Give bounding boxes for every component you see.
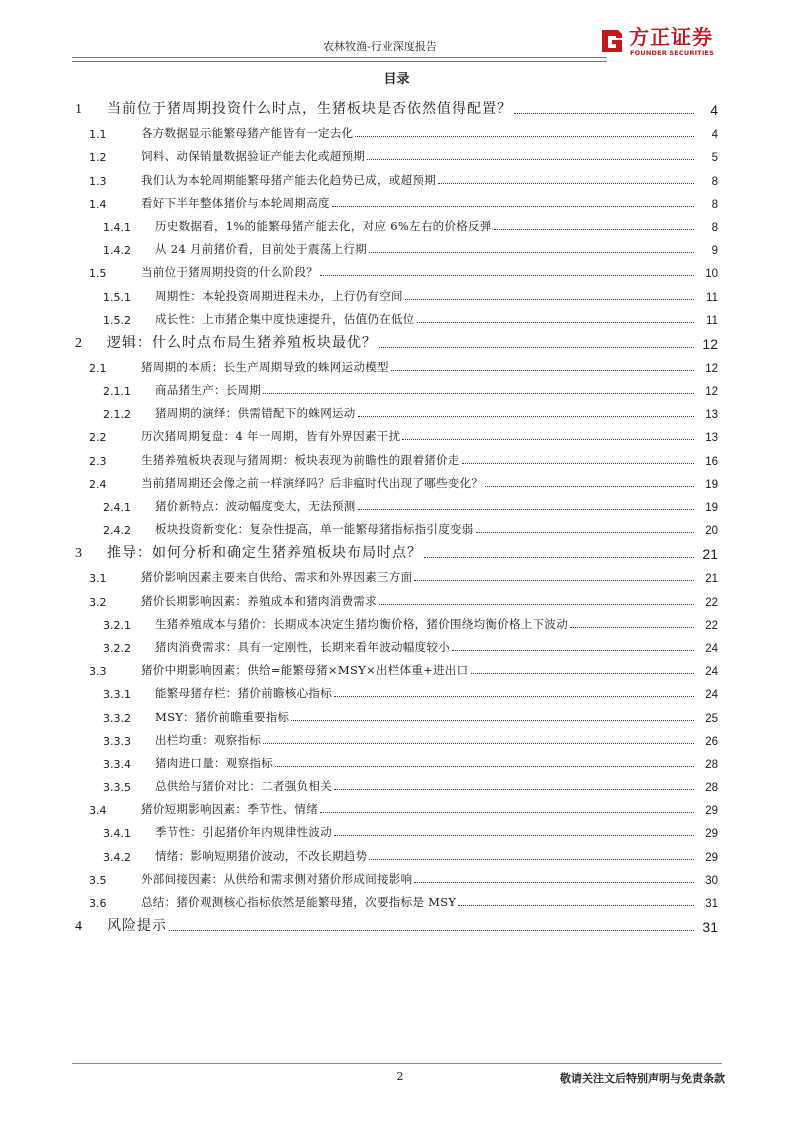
toc-entry[interactable] <box>73 748 718 771</box>
toc-entry-number: 1.1 <box>89 128 107 142</box>
toc-entry[interactable] <box>73 468 718 491</box>
toc-entry-number: 2.4 <box>89 477 107 491</box>
toc-entry-page[interactable]: 29 <box>705 851 718 864</box>
toc-dot-leader <box>391 370 694 371</box>
toc-entry[interactable] <box>73 118 718 141</box>
toc-entry[interactable] <box>73 864 718 887</box>
toc-entry[interactable] <box>73 211 718 234</box>
toc-entry-number: 2.3 <box>89 454 107 468</box>
toc-entry-title[interactable]: 生猪养殖板块表现与猪周期：板块表现为前瞻性的跟着猪价走 <box>141 452 460 467</box>
page-number: 2 <box>396 1070 404 1083</box>
toc-dot-leader <box>358 509 694 510</box>
toc-entry-number: 1 <box>75 102 82 117</box>
toc-entry-title[interactable]: 我们认为本轮周期能繁母猪产能去化趋势已成，或超预期 <box>141 172 436 187</box>
toc-dot-leader <box>570 627 694 628</box>
toc-entry-title[interactable]: 周期性：本轮投资周期进程未办，上行仍有空间 <box>155 288 403 303</box>
toc-entry-page[interactable]: 21 <box>702 546 718 563</box>
toc-entry-number: 3.3.5 <box>103 781 131 795</box>
toc-entry[interactable] <box>73 537 718 562</box>
toc-dot-leader <box>369 252 694 253</box>
toc-dot-leader <box>320 275 694 276</box>
toc-entry[interactable] <box>73 327 718 352</box>
toc-dot-leader <box>471 673 695 674</box>
toc-entry-title[interactable]: 总结：猪价观测核心指标依然是能繁母猪，次要指标是 MSY <box>141 895 457 909</box>
header-divider <box>72 57 607 58</box>
toc-dot-leader <box>367 159 694 160</box>
toc-entry-title[interactable]: 当前猪周期还会像之前一样演绎吗？后非瘟时代出现了哪些变化？ <box>141 475 484 490</box>
toc-entry-number: 3.1 <box>89 572 107 586</box>
toc-dot-leader <box>332 206 694 207</box>
toc-entry[interactable] <box>73 93 718 118</box>
toc-entry-title[interactable]: 猪价新特点：波动幅度变大，无法预测 <box>155 499 356 513</box>
founder-securities-logo <box>598 24 728 60</box>
toc-dot-leader <box>169 930 694 931</box>
toc-entry-number: 3.3.3 <box>103 734 131 748</box>
toc-entry-number: 3.2.1 <box>103 618 131 632</box>
toc-entry-page[interactable]: 16 <box>705 455 718 468</box>
toc-entry[interactable] <box>73 562 718 585</box>
toc-entry-number: 2.1.2 <box>103 408 131 422</box>
toc-entry[interactable] <box>73 701 718 724</box>
toc-entry-number: 2 <box>75 335 82 351</box>
toc-entry-page[interactable]: 29 <box>705 805 718 818</box>
toc-dot-leader <box>355 136 694 137</box>
toc-entry-page[interactable]: 28 <box>705 758 718 771</box>
toc-entry[interactable] <box>73 164 718 187</box>
toc-entry-page[interactable]: 11 <box>706 314 718 327</box>
toc-entry-number: 3.3.2 <box>103 711 131 725</box>
toc-entry[interactable] <box>73 678 718 701</box>
toc-entry-title[interactable]: 猪肉消费需求：具有一定刚性，长期来看年波动幅度较小 <box>155 639 450 654</box>
toc-dot-leader <box>291 720 694 721</box>
toc-dot-leader <box>476 532 694 533</box>
toc-dot-leader <box>263 393 694 394</box>
toc-entry-number: 3.2.2 <box>103 641 131 655</box>
toc-entry-title[interactable]: 猪肉进口量：观察指标 <box>155 755 273 770</box>
toc-entry-title[interactable]: MSY：猪价前瞻重要指标 <box>155 709 290 724</box>
toc-entry[interactable] <box>73 794 718 817</box>
toc-entry-number: 3.4.2 <box>103 850 131 864</box>
toc-dot-leader <box>379 347 694 348</box>
toc-entry-page[interactable]: 22 <box>705 619 718 632</box>
toc-dot-leader <box>458 905 694 906</box>
toc-entry-number: 2.1.1 <box>103 385 131 399</box>
toc-entry-page[interactable]: 26 <box>705 735 718 748</box>
toc-entry-title[interactable]: 出栏均重：观察指标 <box>155 732 262 747</box>
toc-entry-number: 1.4.1 <box>103 220 131 234</box>
toc-entry-title[interactable]: 商品猪生产：长周期 <box>155 383 262 398</box>
toc-dot-leader <box>514 113 694 114</box>
toc-entry[interactable] <box>73 725 718 748</box>
toc-entry-page[interactable]: 8 <box>711 221 718 234</box>
toc-entry-number: 3 <box>75 546 82 562</box>
toc-entry-title[interactable]: 风险提示 <box>107 918 167 934</box>
toc-entry[interactable] <box>73 398 718 421</box>
toc-entry-title[interactable]: 猪价短期影响因素：季节性、情绪 <box>141 802 318 817</box>
logo-chinese-name: 方正证券 <box>629 25 713 49</box>
toc-dot-leader <box>494 229 694 230</box>
toc-entry[interactable] <box>73 632 718 655</box>
toc-entry-title[interactable]: 各方数据显示能繁母猪产能皆有一定去化 <box>141 126 354 141</box>
toc-entry[interactable] <box>73 421 718 444</box>
toc-entry-page[interactable]: 19 <box>705 502 718 514</box>
toc-entry[interactable] <box>73 887 718 910</box>
report-title: 农林牧渔-行业深度报告 <box>323 40 437 53</box>
toc-entry-page[interactable]: 8 <box>711 175 718 188</box>
toc-entry[interactable] <box>73 514 718 537</box>
toc-entry[interactable] <box>73 141 718 164</box>
toc-entry-page[interactable]: 5 <box>711 152 718 165</box>
toc-entry-title[interactable]: 历史数据看，1%的能繁母猪产能去化，对应 6%左右的价格反弹 <box>155 218 492 233</box>
toc-entry[interactable] <box>73 280 718 303</box>
toc-dot-leader <box>263 743 694 744</box>
toc-entry-page[interactable]: 12 <box>705 362 718 375</box>
toc-entry-number: 3.3.1 <box>103 688 131 702</box>
toc-entry-title[interactable]: 饲料、动保销量数据验证产能去化或超预期 <box>141 149 366 164</box>
toc-entry-title[interactable]: 看好下半年整体猪价与本轮周期高度 <box>141 195 330 210</box>
toc-dot-leader <box>320 812 694 813</box>
toc-entry-number: 2.2 <box>89 431 107 445</box>
toc-entry[interactable] <box>73 352 718 375</box>
table-of-contents <box>73 93 718 935</box>
logo-english-name: FOUNDER SECURITIES <box>630 49 714 57</box>
toc-entry-page[interactable]: 9 <box>711 245 718 258</box>
toc-entry-title[interactable]: 猪价中期影响因素：供给=能繁母猪×MSY×出栏体重+进出口 <box>141 663 469 678</box>
toc-dot-leader <box>334 835 694 836</box>
footer-divider <box>72 1063 722 1064</box>
toc-entry[interactable] <box>73 817 718 840</box>
toc-dot-leader <box>485 486 694 487</box>
toc-entry-page[interactable]: 11 <box>706 291 718 304</box>
toc-entry-title[interactable]: 当前位于猪周期投资什么时点，生猪板块是否依然值得配置？ <box>107 101 512 117</box>
toc-dot-leader <box>334 696 694 697</box>
toc-dot-leader <box>402 439 694 440</box>
toc-entry-title[interactable]: 从 24 月前猪价看，目前处于震荡上行期 <box>155 242 367 257</box>
toc-dot-leader <box>438 183 694 184</box>
header-divider-secondary <box>72 61 607 62</box>
toc-entry[interactable] <box>73 188 718 211</box>
toc-entry-number: 1.2 <box>89 151 107 165</box>
toc-entry-page[interactable]: 10 <box>705 268 718 281</box>
toc-entry-title[interactable]: 成长性：上市猪企集中度快速提升，估值仍在低位 <box>155 311 415 326</box>
toc-entry-page[interactable]: 8 <box>711 198 718 211</box>
toc-entry-page[interactable]: 19 <box>705 478 718 491</box>
toc-entry[interactable] <box>73 771 718 794</box>
toc-entry[interactable] <box>73 491 718 514</box>
toc-dot-leader <box>405 299 694 300</box>
toc-entry-page[interactable]: 24 <box>705 666 718 679</box>
founder-logo-icon <box>600 26 624 56</box>
toc-dot-leader <box>414 580 694 581</box>
toc-entry-number: 1.3 <box>89 174 107 188</box>
toc-entry[interactable] <box>73 444 718 467</box>
toc-entry-number: 2.4.2 <box>103 524 131 538</box>
toc-entry-number: 3.4 <box>89 804 107 818</box>
toc-entry-page[interactable]: 25 <box>705 712 718 725</box>
disclaimer-note: 敬请关注文后特别声明与免责条款 <box>560 1072 725 1085</box>
toc-dot-leader <box>417 322 694 323</box>
toc-entry-title[interactable]: 板块投资新变化：复杂性提高，单一能繁母猪指标指引度变弱 <box>155 522 474 537</box>
toc-entry-page[interactable]: 12 <box>702 335 718 352</box>
toc-entry[interactable] <box>73 655 718 678</box>
toc-entry-page[interactable]: 31 <box>702 919 718 935</box>
toc-entry-title[interactable]: 季节性：引起猪价年内规律性波动 <box>155 825 332 840</box>
toc-entry-number: 3.4.1 <box>103 827 131 841</box>
toc-entry-page[interactable]: 22 <box>705 596 718 609</box>
toc-entry-title[interactable]: 历次猪周期复盘：4 年一周期，皆有外界因素干扰 <box>141 429 401 444</box>
toc-entry-page[interactable]: 4 <box>710 102 718 118</box>
toc-entry-title[interactable]: 推导：如何分析和确定生猪养殖板块布局时点？ <box>107 545 422 562</box>
toc-entry-page[interactable]: 31 <box>705 898 718 910</box>
toc-entry-page[interactable]: 13 <box>705 409 718 422</box>
toc-entry-number: 3.6 <box>89 897 107 910</box>
toc-entry-page[interactable]: 13 <box>705 432 718 445</box>
toc-entry-page[interactable]: 12 <box>705 386 718 399</box>
toc-entry-number: 2.1 <box>89 361 107 375</box>
toc-entry-page[interactable]: 24 <box>705 642 718 655</box>
toc-entry[interactable] <box>73 609 718 632</box>
toc-entry[interactable] <box>73 910 718 935</box>
toc-entry-page[interactable]: 4 <box>711 129 718 142</box>
toc-entry[interactable] <box>73 257 718 280</box>
toc-entry-number: 1.5.1 <box>103 290 131 304</box>
toc-entry-title[interactable]: 猪周期的演绎：供需错配下的蛛网运动 <box>155 406 356 421</box>
toc-entry-number: 3.3 <box>89 665 107 679</box>
toc-dot-leader <box>358 416 694 417</box>
toc-entry-title[interactable]: 当前位于猪周期投资的什么阶段？ <box>141 265 318 280</box>
toc-dot-leader <box>424 557 694 558</box>
toc-entry-number: 2.4.1 <box>103 501 131 514</box>
toc-dot-leader <box>275 766 694 767</box>
toc-dot-leader <box>462 463 694 464</box>
toc-entry[interactable] <box>73 585 718 608</box>
toc-dot-leader <box>452 650 694 651</box>
toc-entry-page[interactable]: 28 <box>705 782 718 795</box>
toc-entry-number: 1.4.2 <box>103 244 131 258</box>
toc-heading: 目录 <box>383 72 410 87</box>
toc-entry-number: 1.5.2 <box>103 313 131 327</box>
toc-entry-page[interactable]: 21 <box>705 573 718 586</box>
toc-dot-leader <box>369 859 694 860</box>
toc-entry-title[interactable]: 猪价长期影响因素：养殖成本和猪肉消费需求 <box>141 593 377 608</box>
toc-entry-title[interactable]: 外部间接因素：从供给和需求侧对猪价形成间接影响 <box>141 871 413 886</box>
toc-entry-number: 4 <box>75 919 82 934</box>
toc-entry-title[interactable]: 猪价影响因素主要来自供给、需求和外界因素三方面 <box>141 570 413 585</box>
toc-entry-number: 3.2 <box>89 595 107 609</box>
toc-entry-number: 3.5 <box>89 873 107 887</box>
toc-entry-title[interactable]: 能繁母猪存栏：猪价前瞻核心指标 <box>155 686 332 701</box>
toc-entry[interactable] <box>73 840 718 863</box>
toc-entry-page[interactable]: 29 <box>705 828 718 841</box>
toc-entry[interactable] <box>73 304 718 327</box>
toc-entry[interactable] <box>73 375 718 398</box>
toc-entry-page[interactable]: 30 <box>705 874 718 887</box>
toc-entry-page[interactable]: 24 <box>705 689 718 702</box>
toc-entry[interactable] <box>73 234 718 257</box>
toc-entry-title[interactable]: 逻辑：什么时点布局生猪养殖板块最优？ <box>107 334 377 351</box>
toc-dot-leader <box>334 789 694 790</box>
toc-dot-leader <box>379 604 694 605</box>
toc-entry-number: 3.3.4 <box>103 757 131 771</box>
toc-entry-title[interactable]: 情绪：影响短期猪价波动，不改长期趋势 <box>155 848 368 863</box>
toc-dot-leader <box>414 882 694 883</box>
toc-entry-title[interactable]: 生猪养殖成本与猪价：长期成本决定生猪均衡价格，猪价围绕均衡价格上下波动 <box>155 616 568 631</box>
toc-entry-title[interactable]: 猪周期的本质：长生产周期导致的蛛网运动模型 <box>141 359 389 374</box>
toc-entry-page[interactable]: 20 <box>705 525 718 538</box>
toc-entry-number: 1.5 <box>89 267 107 281</box>
toc-entry-number: 1.4 <box>89 197 107 211</box>
toc-entry-title[interactable]: 总供给与猪价对比：二者强负相关 <box>155 779 332 794</box>
